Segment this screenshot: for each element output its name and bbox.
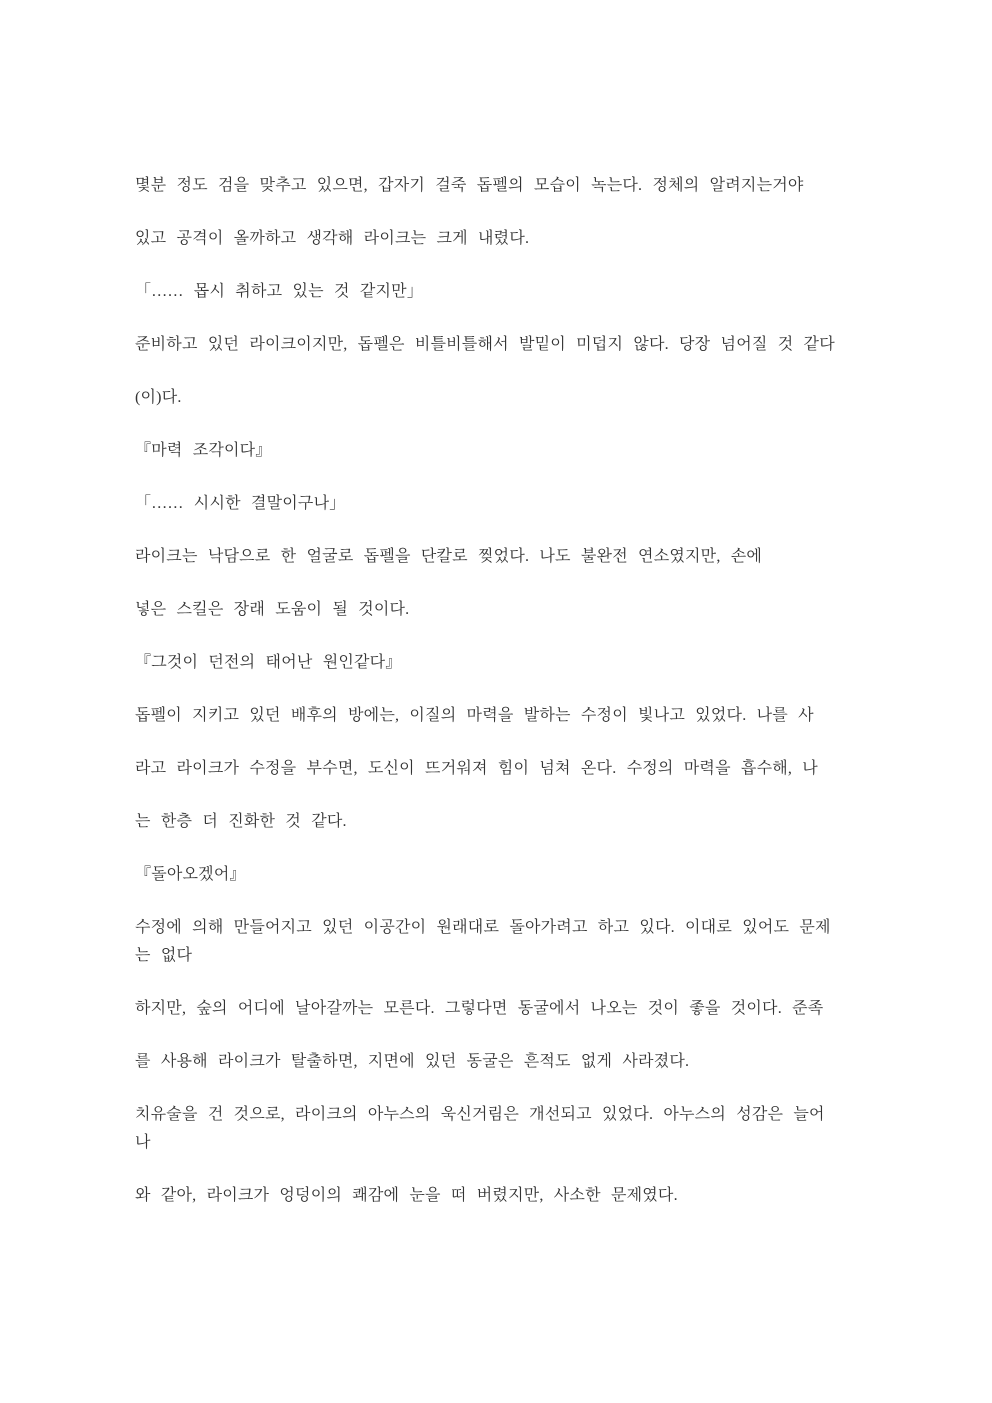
paragraph: [135, 172, 867, 200]
text-line: 준비하고 있던 라이크이지만, 돕펠은 비틀비틀해서 발밑이 미덥지 않다. 당장 넘어질 것 같다: [135, 336, 835, 353]
text-line: 하지만, 숲의 어디에 날아갈까는 모른다. 그렇다면 동굴에서 나오는 것이 좋을 것이다. 준족: [135, 1000, 824, 1017]
paragraph: [135, 331, 867, 359]
text-block: [135, 172, 867, 1235]
text-line: 와 같아, 라이크가 엉덩이의 쾌감에 눈을 떠 버렸지만, 사소한 문제였다.: [135, 1187, 678, 1204]
text-line: 『마력 조각이다』: [135, 442, 272, 459]
paragraph: [135, 995, 867, 1023]
text-line: 「…… 시시한 결말이구나」: [135, 495, 346, 512]
text-line: 몇분 정도 검을 맞추고 있으면, 갑자기 걸죽 돕펠의 모습이 녹는다. 정체의 알려지는거야: [135, 177, 804, 194]
paragraph: [135, 755, 867, 783]
text-line: 『돌아오겠어』: [135, 866, 246, 883]
text-line: 수정에 의해 만들어지고 있던 이공간이 원래대로 돌아가려고 하고 있다. 이대로 있어도 문제: [135, 919, 831, 936]
paragraph: [135, 490, 867, 518]
text-line: (이)다.: [135, 389, 182, 406]
text-line: 있고 공격이 올까하고 생각해 라이크는 크게 내렸다.: [135, 230, 530, 247]
text-line: 는 한층 더 진화한 것 같다.: [135, 813, 347, 830]
text-line: 라고 라이크가 수정을 부수면, 도신이 뜨거워져 힘이 넘쳐 온다. 수정의 마력을 흡수해, 나: [135, 760, 818, 777]
text-line: 넣은 스킬은 장래 도움이 될 것이다.: [135, 601, 410, 618]
paragraph: [135, 225, 867, 253]
paragraph: [135, 914, 867, 970]
text-line: 는 없다: [135, 947, 193, 964]
text-line: 라이크는 낙담으로 한 얼굴로 돕펠을 단칼로 찢었다. 나도 불완전 연소였지만, 손에: [135, 548, 763, 565]
paragraph: [135, 1101, 867, 1157]
paragraph: [135, 596, 867, 624]
paragraph: [135, 1048, 867, 1076]
paragraph: [135, 649, 867, 677]
text-line: 돕펠이 지키고 있던 배후의 방에는, 이질의 마력을 발하는 수정이 빛나고 있었다. 나를 사: [135, 707, 814, 724]
text-line: 『그것이 던전의 태어난 원인같다』: [135, 654, 402, 671]
paragraph: [135, 1182, 867, 1210]
text-line: 「…… 몹시 취하고 있는 것 같지만」: [135, 283, 424, 300]
paragraph: [135, 437, 867, 465]
text-line: 나: [135, 1134, 151, 1151]
paragraph: [135, 808, 867, 836]
text-line: 를 사용해 라이크가 탈출하면, 지면에 있던 동굴은 흔적도 없게 사라졌다.: [135, 1053, 690, 1070]
paragraph: [135, 702, 867, 730]
paragraph: [135, 543, 867, 571]
text-line: 치유술을 건 것으로, 라이크의 아누스의 욱신거림은 개선되고 있었다. 아누스의 성감은 늘어: [135, 1106, 825, 1123]
paragraph: [135, 384, 867, 412]
paragraph: [135, 278, 867, 306]
paragraph: [135, 861, 867, 889]
